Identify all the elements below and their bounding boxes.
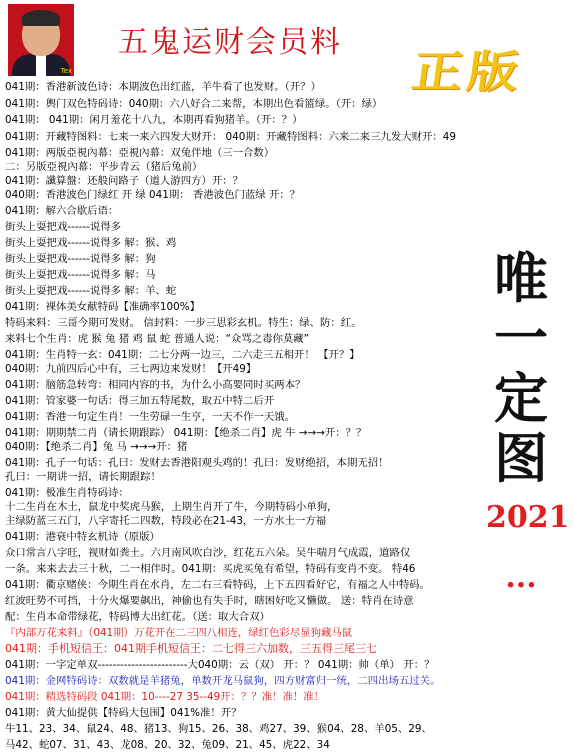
- content-line: 街头上耍把戏------说得多: [5, 221, 122, 233]
- content-line: 041期：香港新波色诗：本期波色出红蓝，羊牛看了也发财。（开？）: [5, 81, 321, 93]
- side-slogan: [486, 246, 570, 608]
- content-line: 来料七个生肖：虎 猴 兔 猪 鸡 鼠 蛇 普通人说：“众骂之毒你莫藏”: [5, 333, 310, 345]
- content-line: 041期：脑筋急转弯：相同内容的书，为什么小高要同时买两本？: [5, 379, 306, 391]
- content-line: 041期：金网特码诗：双数就是羊猪兔，单数开龙马鼠狗，四方财富归一统，二四出场五过关。: [5, 675, 441, 687]
- content-line: 041期：香港一句定生肖！一生劳碌一生亨，一天不作一天饿。: [5, 411, 295, 423]
- slogan-suffix: 2021 ...: [486, 500, 570, 595]
- content-line: 041期：管家婆一句话：得三加五特尾数，取五中特二后开: [5, 395, 275, 407]
- content-line: 孔曰：一期讲一招，请长期跟踪！: [5, 471, 161, 483]
- content-line: 街头上耍把戏------说得多 解：猴、鸡: [5, 237, 177, 249]
- content-line: 街头上耍把戏------说得多 解：羊、蛇: [5, 285, 177, 297]
- content-line: 041期：孔子一句话：孔曰：发财去香港阳观头鸡的！孔曰：发财绝招，本期无招！: [5, 457, 389, 469]
- content-line: 041期：港衰中特玄机诗（原版）: [5, 531, 160, 543]
- content-line: 马42、蛇07、31、43、龙08、20、32、兔09、21、45、虎22、34: [5, 739, 330, 751]
- slogan-char-1: 唯: [494, 246, 548, 310]
- content-line: 041期：精选特码段 041期：10----27 35--49开：？？准！准！准！: [5, 691, 325, 703]
- content-line: 一条。来来去去三十秋，二一相伴时。041期：买虎买兔有希望，特码有变肖不变。 特46: [5, 563, 416, 575]
- content-line: 041期：讖算盤：还般问路子（道人游四方）开：？: [5, 175, 244, 187]
- content-line: 『内部万花来料』（041期）万花开在二三四八相连，绿红色彩尽显狗藏马鼠: [5, 627, 353, 639]
- content-line: 街头上耍把戏------说得多 解：马: [5, 269, 156, 281]
- content-line: 牛11、23、34、鼠24、48、猪13、狗15、26、38、鸡27、39、猴04、28、羊05、29、: [5, 723, 432, 735]
- content-line: 041期：期期禁二肖（请长期跟踪） 041期：【绝杀二肖】虎 牛 →→→开：？？: [5, 427, 367, 439]
- content-line: 特码来料：三哥今期可发财。 信封料：一步三思彩玄机。特生：绿、防：红。: [5, 317, 362, 329]
- host-photo: [8, 4, 74, 76]
- content-line: 040期：九前四后心中有，三七两边来发财！【开49】: [5, 363, 257, 375]
- content-line: 街头上耍把戏------说得多 解：狗: [5, 253, 156, 265]
- content-line: 041期：极准生肖特码诗：: [5, 487, 129, 499]
- content-line: 041期： 041期：闲月羞花十八九，本期再看狗猪羊。（开：？）: [5, 114, 303, 126]
- content-line: 041期：衢京赌侠：今期生肖在水肖，左二右三看特码，上下五四看好它，有福之人中特码。: [5, 579, 431, 591]
- slogan-char-3: 定: [494, 366, 548, 430]
- content-line: 十二生肖在木土，鼠龙中奖虎马猴，上期生肖开了牛，今期特码小单狗，: [5, 501, 338, 513]
- content-line: 041期：两版亞視內幕：亞視內幕：双兔伴地（三一合数）: [5, 147, 275, 159]
- content-line: 配：生肖本命带绿花，特码博大出红花。（送：取大合双）: [5, 611, 270, 623]
- content-line: 041期：开藏特图料：七来一来六四发大财开： 040期：开藏特图料：六来二来三九发大财开：49: [5, 131, 457, 143]
- content-line: 041期：輿门双色特码诗：040期：六八好合二来帮，本期出色看篮绿。（开：绿）: [5, 98, 383, 110]
- zhengban-badge: 正版: [408, 47, 527, 98]
- content-line: 主绿防蓝三五门，八字寄托二四数，特段必在21-43，一方水土一方福: [5, 515, 327, 527]
- content-line: 众口常言八字旺，视财如粪土。六月南风吹白沙，红花五六朵。吴牛喘月气成霞，道路仅: [5, 547, 411, 559]
- photo-caption: Tex: [60, 67, 72, 75]
- content-line: 041期：裸体美女献特码【准确率100%】: [5, 301, 201, 313]
- slogan-char-2: 一: [494, 306, 548, 370]
- photo-hair: [22, 10, 60, 26]
- content-line: 041期：手机短信王：041期手机短信王：二七得三六加数，三五得三尾三七: [5, 642, 377, 655]
- content-line: 040期：【绝杀二肖】兔 马 →→→开：猪: [5, 441, 188, 453]
- photo-shirt: [36, 54, 46, 76]
- content-line: 041期：生肖特一玄：041期：二七分两一边三，二六走三五相开！ 【开？】: [5, 349, 360, 361]
- content-line: 041期：黄大仙提供【特码大包围】041%准！开？: [5, 707, 242, 719]
- content-line: 红波旺势不可挡，十分火爆要飙出，神偷也有失手时，瞎困好吃又懒做。 送：特肖在诗意: [5, 595, 414, 607]
- page-title: 五鬼运财会员料: [118, 25, 342, 60]
- content-line: 二：另版亞視內幕：平步青云（猪后兔前）: [5, 161, 203, 173]
- content-line: 041期：解六合歇后语：: [5, 205, 119, 217]
- content-line: 041期：一字定单双------------------------大040期：云（双） 开：？ 041期：帅（单） 开：？: [5, 659, 435, 671]
- content-line: 040期：香港波色门绿红 开 绿 041期： 香港波色门蓝绿 开：？: [5, 189, 301, 201]
- slogan-char-4: 图: [494, 426, 548, 490]
